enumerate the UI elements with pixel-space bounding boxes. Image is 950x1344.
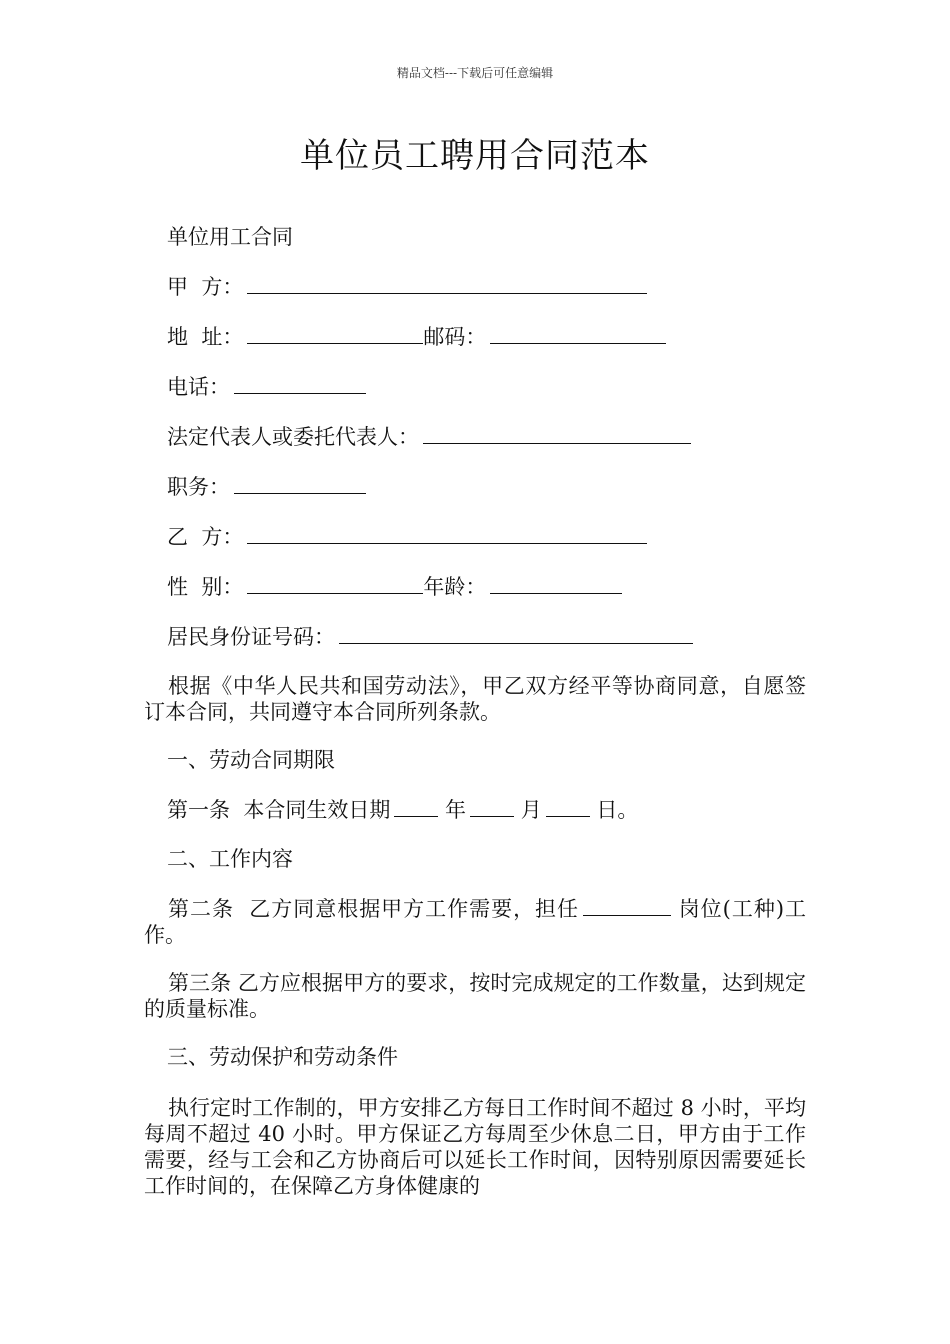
id-number-label: 居民身份证号码：: [167, 625, 335, 649]
article-3-paragraph: 第三条 乙方应根据甲方的要求，按时完成规定的工作数量，达到规定的质量标准。: [144, 971, 806, 1021]
section-2-heading: 二、工作内容: [167, 847, 293, 871]
section-3-heading: 三、劳动保护和劳动条件: [167, 1045, 398, 1069]
year-label: 年: [445, 798, 467, 822]
year-blank[interactable]: [394, 798, 438, 817]
party-b-label: 乙 方：: [167, 525, 244, 549]
postcode-blank[interactable]: [490, 325, 666, 344]
address-line: [167, 324, 666, 350]
gender-label: 性 别：: [167, 575, 244, 599]
phone-blank[interactable]: [234, 375, 366, 394]
party-b-blank[interactable]: [247, 525, 647, 544]
working-hours-paragraph: 执行定时工作制的，甲方安排乙方每日工作时间不超过 8 小时，平均每周不超过 40 小时。甲方保证乙方每周至少休息二日，甲方由于工作需要，经与工会和乙方协商后可以延长工作时间，因特别原因需要延长工作时间的，在保障乙方身体健康的: [144, 1096, 806, 1198]
address-label: 地 址：: [167, 325, 244, 349]
article-1-prefix: 第一条 本合同生效日期: [167, 798, 391, 822]
phone-label: 电话：: [167, 375, 230, 399]
day-label: 日。: [596, 798, 639, 822]
party-a-label: 甲 方：: [167, 275, 244, 299]
contract-name-label: 单位用工合同: [167, 225, 293, 249]
party-a-line: [167, 274, 647, 300]
gender-line: [167, 574, 622, 600]
age-label: 年龄：: [423, 575, 487, 599]
id-number-blank[interactable]: [339, 625, 693, 644]
address-blank[interactable]: [247, 325, 423, 344]
party-a-blank[interactable]: [247, 275, 647, 294]
phone-line: [167, 374, 366, 400]
age-blank[interactable]: [490, 575, 622, 594]
job-blank[interactable]: [583, 897, 671, 916]
article-2-suffix: 岗位(工种)工作。: [144, 897, 806, 947]
article-2-paragraph: [144, 896, 806, 948]
document-title: 单位员工聘用合同范本: [300, 136, 650, 176]
legal-rep-line: [167, 424, 691, 450]
postcode-label: 邮码：: [423, 325, 487, 349]
intro-paragraph: 根据《中华人民共和国劳动法》，甲乙双方经平等协商同意，自愿签订本合同，共同遵守本合同所列条款。: [144, 674, 806, 724]
party-b-line: [167, 524, 647, 550]
article-2-prefix: 第二条 乙方同意根据甲方工作需要，担任: [168, 897, 580, 921]
gender-blank[interactable]: [247, 575, 423, 594]
position-label: 职务：: [167, 475, 230, 499]
header-note: 精品文档---下载后可任意编辑: [396, 66, 554, 80]
article-1-line: [167, 797, 638, 823]
position-blank[interactable]: [234, 475, 366, 494]
month-blank[interactable]: [470, 798, 514, 817]
legal-rep-blank[interactable]: [423, 425, 691, 444]
legal-rep-label: 法定代表人或委托代表人：: [167, 425, 419, 449]
month-label: 月: [520, 798, 542, 822]
id-number-line: [167, 624, 693, 650]
position-line: [167, 474, 366, 500]
section-1-heading: 一、劳动合同期限: [167, 748, 335, 772]
day-blank[interactable]: [546, 798, 590, 817]
contract-name-line: [167, 224, 293, 250]
